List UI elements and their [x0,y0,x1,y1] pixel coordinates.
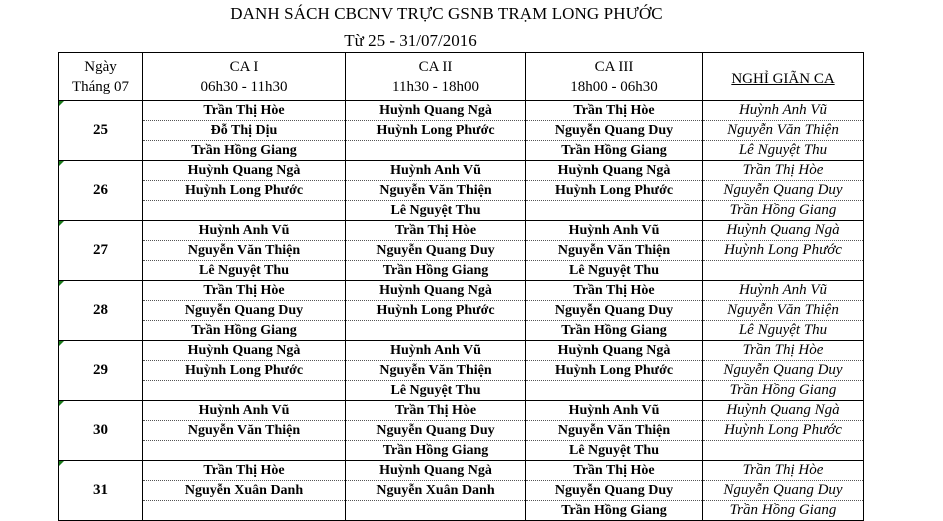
shift-3-cell: Nguyễn Quang Duy [526,121,703,141]
header-shift-1-name: CA I [229,59,259,75]
rest-cell: Nguyễn Quang Duy [703,481,864,501]
comment-marker-icon [59,101,64,106]
shift-1-cell: Trần Hồng Giang [143,321,346,341]
rest-cell [703,261,864,281]
shift-1-cell [143,501,346,521]
comment-marker-icon [59,281,64,286]
shift-1-cell: Huỳnh Quang Ngà [143,161,346,181]
header-day-line1: Ngày [84,59,117,75]
shift-2-cell [346,501,526,521]
schedule-body [59,101,864,521]
day-cell: 27 [59,221,143,281]
table-row [59,381,864,401]
document-subtitle [0,31,943,51]
shift-2-cell: Nguyễn Văn Thiện [346,361,526,381]
shift-1-cell [143,201,346,221]
shift-3-cell: Trần Thị Hòe [526,281,703,301]
table-row [59,161,864,181]
rest-cell: Nguyễn Văn Thiện [703,301,864,321]
header-shift-3-time: 18h00 - 06h30 [570,79,658,95]
shift-1-cell: Trần Hồng Giang [143,141,346,161]
shift-3-cell: Trần Hồng Giang [526,141,703,161]
shift-1-cell: Nguyễn Văn Thiện [143,241,346,261]
comment-marker-icon [59,341,64,346]
rest-cell: Trần Thị Hòe [703,341,864,361]
table-row [59,501,864,521]
shift-2-cell: Trần Thị Hòe [346,401,526,421]
table-row [59,321,864,341]
shift-2-cell: Lê Nguyệt Thu [346,381,526,401]
table-row [59,401,864,421]
header-day [59,53,143,101]
shift-3-cell: Nguyễn Quang Duy [526,301,703,321]
day-cell: 25 [59,101,143,161]
shift-3-cell: Huỳnh Quang Ngà [526,161,703,181]
rest-cell: Huỳnh Quang Ngà [703,401,864,421]
shift-2-cell: Huỳnh Long Phước [346,301,526,321]
day-cell: 30 [59,401,143,461]
table-row [59,121,864,141]
shift-1-cell: Huỳnh Long Phước [143,181,346,201]
shift-2-cell: Nguyễn Quang Duy [346,241,526,261]
shift-2-cell: Huỳnh Quang Ngà [346,281,526,301]
shift-3-cell: Trần Hồng Giang [526,321,703,341]
shift-2-cell: Huỳnh Long Phước [346,121,526,141]
rest-cell: Huỳnh Anh Vũ [703,281,864,301]
shift-2-cell: Huỳnh Quang Ngà [346,461,526,481]
table-row [59,461,864,481]
day-cell: 26 [59,161,143,221]
table-row [59,281,864,301]
rest-cell: Huỳnh Anh Vũ [703,101,864,121]
shift-3-cell: Lê Nguyệt Thu [526,441,703,461]
rest-cell: Huỳnh Long Phước [703,421,864,441]
shift-2-cell: Nguyễn Xuân Danh [346,481,526,501]
rest-cell: Lê Nguyệt Thu [703,321,864,341]
rest-cell: Trần Hồng Giang [703,381,864,401]
table-row [59,441,864,461]
shift-1-cell [143,381,346,401]
shift-2-cell: Huỳnh Anh Vũ [346,341,526,361]
shift-2-cell: Nguyễn Quang Duy [346,421,526,441]
table-row [59,201,864,221]
rest-cell: Trần Hồng Giang [703,201,864,221]
shift-2-cell [346,141,526,161]
table-row [59,181,864,201]
shift-1-cell: Trần Thị Hòe [143,101,346,121]
duty-schedule-table [58,52,864,521]
title-text: DANH SÁCH CBCNV TRỰC GSNB TRẠM LONG PHƯỚC [230,4,663,23]
header-shift-1-time: 06h30 - 11h30 [200,79,288,95]
table-row [59,241,864,261]
shift-2-cell: Trần Hồng Giang [346,261,526,281]
shift-1-cell: Nguyễn Xuân Danh [143,481,346,501]
header-rest-label: NGHỈ GIÃN CA [731,71,835,87]
table-row [59,141,864,161]
shift-1-cell: Nguyễn Quang Duy [143,301,346,321]
shift-3-cell: Lê Nguyệt Thu [526,261,703,281]
rest-cell: Nguyễn Quang Duy [703,361,864,381]
shift-1-cell: Trần Thị Hòe [143,281,346,301]
shift-1-cell: Huỳnh Long Phước [143,361,346,381]
header-row [59,53,864,101]
shift-2-cell: Huỳnh Quang Ngà [346,101,526,121]
day-cell: 28 [59,281,143,341]
day-cell: 31 [59,461,143,521]
comment-marker-icon [59,221,64,226]
subtitle-text: Từ 25 - 31/07/2016 [344,31,477,50]
shift-3-cell: Huỳnh Anh Vũ [526,401,703,421]
shift-2-cell: Trần Hồng Giang [346,441,526,461]
document-title [0,4,943,24]
table-row [59,261,864,281]
header-rest [703,53,864,101]
header-shift-3 [526,53,703,101]
shift-2-cell: Lê Nguyệt Thu [346,201,526,221]
shift-1-cell: Lê Nguyệt Thu [143,261,346,281]
shift-2-cell: Huỳnh Anh Vũ [346,161,526,181]
rest-cell: Huỳnh Quang Ngà [703,221,864,241]
shift-3-cell: Nguyễn Văn Thiện [526,421,703,441]
rest-cell: Trần Thị Hòe [703,461,864,481]
table-row [59,421,864,441]
shift-3-cell: Trần Hồng Giang [526,501,703,521]
shift-1-cell: Huỳnh Anh Vũ [143,221,346,241]
shift-3-cell [526,201,703,221]
rest-cell [703,441,864,461]
shift-1-cell: Huỳnh Quang Ngà [143,341,346,361]
shift-3-cell: Trần Thị Hòe [526,101,703,121]
shift-2-cell: Trần Thị Hòe [346,221,526,241]
header-shift-2-time: 11h30 - 18h00 [392,79,479,95]
shift-1-cell: Trần Thị Hòe [143,461,346,481]
shift-3-cell: Huỳnh Quang Ngà [526,341,703,361]
shift-3-cell: Nguyễn Văn Thiện [526,241,703,261]
shift-3-cell: Nguyễn Quang Duy [526,481,703,501]
shift-3-cell [526,381,703,401]
table-row [59,221,864,241]
shift-1-cell: Đỗ Thị Dịu [143,121,346,141]
shift-1-cell: Nguyễn Văn Thiện [143,421,346,441]
rest-cell: Lê Nguyệt Thu [703,141,864,161]
comment-marker-icon [59,401,64,406]
table-row [59,481,864,501]
shift-1-cell: Huỳnh Anh Vũ [143,401,346,421]
rest-cell: Trần Hồng Giang [703,501,864,521]
table-row [59,101,864,121]
rest-cell: Huỳnh Long Phước [703,241,864,261]
rest-cell: Nguyễn Văn Thiện [703,121,864,141]
shift-3-cell: Huỳnh Long Phước [526,361,703,381]
shift-1-cell [143,441,346,461]
shift-3-cell: Trần Thị Hòe [526,461,703,481]
shift-3-cell: Huỳnh Anh Vũ [526,221,703,241]
header-shift-3-name: CA III [594,59,634,75]
shift-3-cell: Huỳnh Long Phước [526,181,703,201]
comment-marker-icon [59,461,64,466]
header-shift-2 [346,53,526,101]
shift-2-cell: Nguyễn Văn Thiện [346,181,526,201]
rest-cell: Trần Thị Hòe [703,161,864,181]
day-cell: 29 [59,341,143,401]
comment-marker-icon [59,161,64,166]
rest-cell: Nguyễn Quang Duy [703,181,864,201]
header-shift-2-name: CA II [418,59,453,75]
header-shift-1 [143,53,346,101]
shift-2-cell [346,321,526,341]
table-row [59,361,864,381]
header-day-line2: Tháng 07 [71,79,130,95]
table-row [59,301,864,321]
table-row [59,341,864,361]
